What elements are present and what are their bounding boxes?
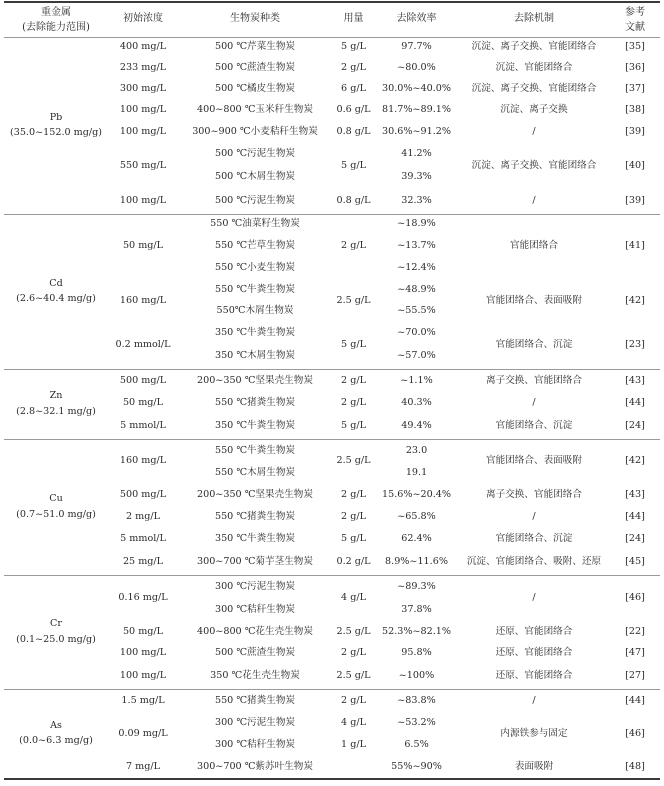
removal-efficiency-cell: ~89.3% bbox=[397, 580, 436, 592]
initial-concentration-cell: 7 mg/L bbox=[126, 761, 160, 772]
dosage-cell: 2 g/L bbox=[341, 240, 366, 252]
header-biochar-type: 生物炭种类 bbox=[230, 13, 280, 25]
removal-efficiency-cell: 37.8% bbox=[401, 604, 432, 615]
metal-symbol: Cd bbox=[49, 277, 63, 289]
removal-mechanism-cell: 沉淀、离子交换 bbox=[500, 104, 568, 116]
reference-cell: [37] bbox=[625, 83, 645, 94]
removal-efficiency-cell: 81.7%~89.1% bbox=[382, 104, 451, 116]
removal-efficiency-cell: 52.3%~82.1% bbox=[382, 625, 451, 637]
reference-cell: [48] bbox=[625, 761, 645, 772]
reference-cell: [41] bbox=[625, 240, 645, 252]
removal-efficiency-cell: 8.9%~11.6% bbox=[385, 556, 448, 568]
biochar-type-cell: 300 ℃秸秆生物炭 bbox=[214, 739, 296, 750]
header-dosage: 用量 bbox=[343, 13, 364, 25]
removal-mechanism-cell: / bbox=[532, 397, 536, 409]
biochar-type-cell: 550℃木屑生物炭 bbox=[216, 305, 294, 317]
group-separator-rule bbox=[4, 369, 660, 370]
removal-capacity-range: (0.7~51.0 mg/g) bbox=[16, 508, 96, 520]
reference-cell: [47] bbox=[625, 647, 645, 659]
biochar-type-cell: 500 ℃蔗渣生物炭 bbox=[214, 647, 296, 659]
header-metal bbox=[4, 2, 108, 37]
biochar-type-cell: 550 ℃牛粪生物炭 bbox=[214, 444, 296, 456]
removal-capacity-range: (2.6~40.4 mg/g) bbox=[16, 293, 96, 304]
removal-mechanism-cell: / bbox=[532, 195, 536, 207]
removal-mechanism-cell: 表面吸附 bbox=[514, 761, 554, 772]
removal-mechanism-cell: 内源铁参与固定 bbox=[500, 728, 568, 740]
initial-concentration-cell: 400 mg/L bbox=[119, 41, 167, 53]
reference-cell: [35] bbox=[625, 41, 645, 53]
dosage-cell: 6 g/L bbox=[341, 83, 366, 94]
removal-efficiency-cell: ~55.5% bbox=[397, 305, 436, 317]
removal-efficiency-cell: 95.8% bbox=[401, 647, 432, 659]
reference-cell: [44] bbox=[625, 511, 645, 522]
biochar-type-cell: 300 ℃污泥生物炭 bbox=[214, 580, 296, 592]
initial-concentration-cell: 1.5 mg/L bbox=[121, 694, 165, 706]
dosage-cell: 5 g/L bbox=[341, 41, 366, 53]
dosage-cell: 2 g/L bbox=[341, 647, 366, 659]
initial-concentration-cell: 300 mg/L bbox=[119, 83, 167, 94]
reference-cell: [45] bbox=[625, 556, 645, 568]
removal-efficiency-cell: 40.3% bbox=[401, 397, 432, 409]
removal-mechanism-cell: / bbox=[532, 694, 536, 706]
removal-capacity-range: (2.8~32.1 mg/g) bbox=[16, 405, 96, 417]
removal-efficiency-cell: 39.3% bbox=[401, 170, 432, 182]
removal-capacity-range: (35.0~152.0 mg/g) bbox=[9, 127, 102, 139]
dosage-cell: 2 g/L bbox=[341, 62, 366, 73]
removal-efficiency-cell: 32.3% bbox=[401, 195, 432, 207]
reference-cell: [42] bbox=[625, 294, 645, 306]
initial-concentration-cell: 500 mg/L bbox=[119, 374, 167, 386]
dosage-cell: 1 g/L bbox=[341, 739, 366, 750]
removal-efficiency-cell: ~100% bbox=[398, 670, 435, 682]
reference-cell: [36] bbox=[625, 62, 645, 73]
removal-efficiency-cell: ~48.9% bbox=[397, 283, 436, 295]
initial-concentration-cell: 50 mg/L bbox=[122, 625, 164, 637]
biochar-type-cell: 300 ℃秸秆生物炭 bbox=[214, 604, 296, 615]
reference-cell: [44] bbox=[625, 397, 645, 409]
biochar-type-cell: 300~700 ℃菊芋茎生物炭 bbox=[196, 556, 313, 568]
removal-mechanism-cell: 官能团络合、表面吸附 bbox=[486, 455, 582, 467]
biochar-type-cell: 500 ℃污泥生物炭 bbox=[214, 147, 296, 159]
biochar-type-cell: 550 ℃小麦生物炭 bbox=[214, 262, 296, 273]
reference-cell: [40] bbox=[625, 160, 645, 171]
dosage-cell: 2 g/L bbox=[341, 397, 366, 409]
header-reference-line2: 文献 bbox=[625, 21, 645, 33]
group-separator-rule bbox=[4, 575, 660, 576]
removal-efficiency-cell: 49.4% bbox=[401, 420, 432, 432]
initial-concentration-cell: 50 mg/L bbox=[122, 397, 164, 409]
group-separator-rule bbox=[4, 689, 660, 690]
biochar-type-cell: 550 ℃芒草生物炭 bbox=[214, 240, 296, 251]
reference-cell: [38] bbox=[625, 104, 645, 116]
removal-efficiency-cell: ~12.4% bbox=[397, 262, 436, 273]
removal-efficiency-cell: 30.0%~40.0% bbox=[382, 83, 451, 94]
biochar-type-cell: 350 ℃牛粪生物炭 bbox=[214, 327, 296, 338]
dosage-cell: 2 g/L bbox=[341, 489, 366, 500]
removal-efficiency-cell: ~57.0% bbox=[397, 350, 436, 362]
removal-mechanism-cell: 离子交换、官能团络合 bbox=[486, 489, 582, 500]
initial-concentration-cell: 550 mg/L bbox=[119, 160, 167, 171]
removal-efficiency-cell: ~80.0% bbox=[397, 62, 436, 73]
table-bottom-rule bbox=[4, 778, 660, 780]
biochar-type-cell: 550 ℃牛粪生物炭 bbox=[214, 283, 296, 295]
biochar-type-cell: 500 ℃橘皮生物炭 bbox=[214, 83, 296, 94]
dosage-cell: 2.5 g/L bbox=[336, 294, 371, 306]
header-bottom-rule bbox=[4, 37, 660, 38]
metal-group-label bbox=[4, 689, 108, 779]
reference-cell: [39] bbox=[625, 126, 645, 137]
metal-group-label bbox=[4, 575, 108, 689]
removal-mechanism-cell: 官能团络合、表面吸附 bbox=[486, 294, 582, 306]
biochar-type-cell: 350 ℃花生壳生物炭 bbox=[210, 670, 300, 682]
dosage-cell: 2 g/L bbox=[341, 374, 366, 386]
biochar-type-cell: 200~350 ℃坚果壳生物炭 bbox=[196, 374, 313, 386]
header-removal-mechanism: 去除机制 bbox=[514, 13, 554, 25]
group-separator-rule bbox=[4, 214, 660, 215]
initial-concentration-cell: 100 mg/L bbox=[119, 126, 167, 137]
metal-group-label bbox=[4, 439, 108, 575]
reference-cell: [27] bbox=[625, 670, 645, 682]
biochar-type-cell: 550 ℃木屑生物炭 bbox=[214, 467, 296, 479]
table-top-rule bbox=[4, 1, 660, 3]
initial-concentration-cell: 2 mg/L bbox=[126, 511, 160, 522]
removal-mechanism-cell: / bbox=[532, 126, 536, 137]
removal-mechanism-cell: 沉淀、离子交换、官能团络合 bbox=[471, 41, 597, 53]
removal-capacity-range: (0.1~25.0 mg/g) bbox=[16, 633, 96, 645]
removal-efficiency-cell: ~65.8% bbox=[397, 511, 436, 522]
dosage-cell: 0.8 g/L bbox=[336, 126, 371, 137]
removal-mechanism-cell: 沉淀、离子交换、官能团络合 bbox=[471, 160, 597, 171]
header-metal-line1: 重金属 bbox=[41, 6, 71, 18]
removal-efficiency-cell: ~18.9% bbox=[397, 218, 436, 230]
biochar-type-cell: 500 ℃木屑生物炭 bbox=[214, 170, 296, 182]
biochar-type-cell: 500 ℃芹菜生物炭 bbox=[214, 41, 296, 53]
dosage-cell: 2.5 g/L bbox=[336, 670, 371, 682]
removal-mechanism-cell: 官能团络合、沉淀 bbox=[495, 533, 573, 544]
metal-symbol: Cu bbox=[49, 493, 63, 505]
initial-concentration-cell: 100 mg/L bbox=[119, 647, 167, 659]
header-initial-concentration: 初始浓度 bbox=[123, 13, 163, 25]
initial-concentration-cell: 100 mg/L bbox=[119, 670, 167, 682]
initial-concentration-cell: 160 mg/L bbox=[119, 294, 167, 306]
biochar-type-cell: 300~900 ℃小麦秸秆生物炭 bbox=[192, 126, 318, 137]
dosage-cell: 5 g/L bbox=[341, 533, 366, 544]
biochar-type-cell: 350 ℃牛粪生物炭 bbox=[214, 533, 296, 544]
header-reference-line1: 参考 bbox=[625, 6, 645, 18]
metal-group-label bbox=[4, 214, 108, 369]
reference-cell: [44] bbox=[625, 694, 645, 706]
biochar-type-cell: 500 ℃污泥生物炭 bbox=[214, 195, 296, 207]
metal-symbol: Pb bbox=[49, 111, 63, 123]
reference-cell: [46] bbox=[625, 591, 645, 603]
removal-mechanism-cell: 还原、官能团络合 bbox=[495, 625, 573, 637]
dosage-cell: 2.5 g/L bbox=[336, 625, 371, 637]
metal-group-label bbox=[4, 369, 108, 439]
initial-concentration-cell: 0.09 mg/L bbox=[118, 728, 168, 740]
removal-efficiency-cell: ~70.0% bbox=[397, 327, 436, 338]
initial-concentration-cell: 100 mg/L bbox=[119, 195, 167, 207]
removal-mechanism-cell: / bbox=[532, 511, 536, 522]
removal-efficiency-cell: 97.7% bbox=[401, 41, 432, 53]
dosage-cell: 0.2 g/L bbox=[336, 556, 371, 568]
removal-mechanism-cell: 官能团络合 bbox=[510, 240, 558, 252]
removal-efficiency-cell: 30.6%~91.2% bbox=[382, 126, 451, 137]
removal-efficiency-cell: 23.0 bbox=[405, 444, 428, 456]
removal-efficiency-cell: 41.2% bbox=[401, 147, 432, 159]
biochar-type-cell: 350 ℃牛粪生物炭 bbox=[214, 420, 296, 432]
biochar-type-cell: 500 ℃蔗渣生物炭 bbox=[214, 62, 296, 73]
dosage-cell: 5 g/L bbox=[341, 339, 366, 351]
removal-mechanism-cell: 还原、官能团络合 bbox=[495, 670, 573, 682]
reference-cell: [43] bbox=[625, 489, 645, 500]
header-metal-line2: (去除能力范围) bbox=[22, 21, 90, 33]
header-removal-efficiency: 去除效率 bbox=[396, 13, 437, 25]
dosage-cell: 2 g/L bbox=[341, 694, 366, 706]
dosage-cell: 5 g/L bbox=[341, 160, 366, 171]
dosage-cell: 4 g/L bbox=[341, 591, 366, 603]
dosage-cell: 4 g/L bbox=[341, 717, 366, 729]
initial-concentration-cell: 5 mmol/L bbox=[120, 533, 166, 544]
removal-efficiency-cell: 62.4% bbox=[401, 533, 432, 544]
initial-concentration-cell: 233 mg/L bbox=[119, 62, 167, 73]
removal-mechanism-cell: 沉淀、官能团络合、吸附、还原 bbox=[466, 556, 602, 568]
biochar-type-cell: 300~700 ℃紫苏叶生物炭 bbox=[196, 761, 313, 772]
biochar-type-cell: 200~350 ℃坚果壳生物炭 bbox=[196, 489, 313, 500]
reference-cell: [39] bbox=[625, 195, 645, 207]
biochar-type-cell: 350 ℃木屑生物炭 bbox=[214, 350, 296, 362]
initial-concentration-cell: 100 mg/L bbox=[119, 104, 167, 116]
metal-symbol: As bbox=[50, 719, 62, 731]
removal-efficiency-cell: ~13.7% bbox=[397, 240, 436, 251]
removal-mechanism-cell: 离子交换、官能团络合 bbox=[486, 374, 582, 386]
biochar-type-cell: 550 ℃猪粪生物炭 bbox=[214, 511, 296, 522]
removal-mechanism-cell: 沉淀、离子交换、官能团络合 bbox=[471, 83, 597, 94]
biochar-type-cell: 550 ℃猪粪生物炭 bbox=[214, 397, 296, 409]
initial-concentration-cell: 25 mg/L bbox=[122, 556, 164, 568]
initial-concentration-cell: 0.2 mmol/L bbox=[115, 339, 171, 351]
dosage-cell: 2.5 g/L bbox=[336, 455, 371, 467]
reference-cell: [24] bbox=[625, 533, 645, 544]
biochar-type-cell: 550 ℃油菜籽生物炭 bbox=[210, 218, 300, 230]
biochar-type-cell: 400~800 ℃花生壳生物炭 bbox=[196, 625, 313, 637]
removal-efficiency-cell: ~83.8% bbox=[397, 694, 436, 706]
removal-efficiency-cell: 15.6%~20.4% bbox=[382, 489, 451, 500]
removal-efficiency-cell: 19.1 bbox=[405, 467, 428, 479]
metal-group-label bbox=[4, 37, 108, 214]
initial-concentration-cell: 160 mg/L bbox=[119, 455, 167, 467]
initial-concentration-cell: 500 mg/L bbox=[119, 489, 167, 500]
removal-mechanism-cell: 还原、官能团络合 bbox=[495, 647, 573, 659]
dosage-cell: 5 g/L bbox=[341, 420, 366, 432]
reference-cell: [22] bbox=[625, 625, 645, 637]
initial-concentration-cell: 0.16 mg/L bbox=[118, 591, 168, 603]
reference-cell: [43] bbox=[625, 374, 645, 386]
biochar-type-cell: 400~800 ℃玉米秆生物炭 bbox=[196, 104, 313, 116]
group-separator-rule bbox=[4, 439, 660, 440]
removal-mechanism-cell: 官能团络合、沉淀 bbox=[495, 339, 573, 351]
removal-efficiency-cell: 55%~90% bbox=[391, 761, 442, 772]
removal-mechanism-cell: 沉淀、官能团络合 bbox=[495, 62, 573, 73]
dosage-cell: 0.8 g/L bbox=[336, 195, 371, 207]
dosage-cell: 2 g/L bbox=[341, 511, 366, 522]
reference-cell: [46] bbox=[625, 728, 645, 740]
metal-symbol: Zn bbox=[49, 390, 63, 402]
reference-cell: [23] bbox=[625, 339, 645, 351]
removal-efficiency-cell: ~53.2% bbox=[397, 717, 436, 729]
removal-efficiency-cell: 6.5% bbox=[404, 739, 429, 750]
dosage-cell: 0.6 g/L bbox=[336, 104, 371, 116]
reference-cell: [42] bbox=[625, 455, 645, 467]
biochar-type-cell: 550 ℃猪粪生物炭 bbox=[214, 694, 296, 706]
removal-efficiency-cell: ~1.1% bbox=[400, 374, 433, 386]
header-reference bbox=[610, 2, 660, 37]
initial-concentration-cell: 5 mmol/L bbox=[120, 420, 166, 432]
biochar-type-cell: 300 ℃污泥生物炭 bbox=[214, 717, 296, 729]
removal-capacity-range: (0.0~6.3 mg/g) bbox=[19, 735, 93, 747]
initial-concentration-cell: 50 mg/L bbox=[122, 240, 164, 252]
reference-cell: [24] bbox=[625, 420, 645, 432]
removal-mechanism-cell: / bbox=[532, 591, 536, 603]
removal-mechanism-cell: 官能团络合、沉淀 bbox=[495, 420, 573, 432]
metal-symbol: Cr bbox=[50, 618, 62, 630]
